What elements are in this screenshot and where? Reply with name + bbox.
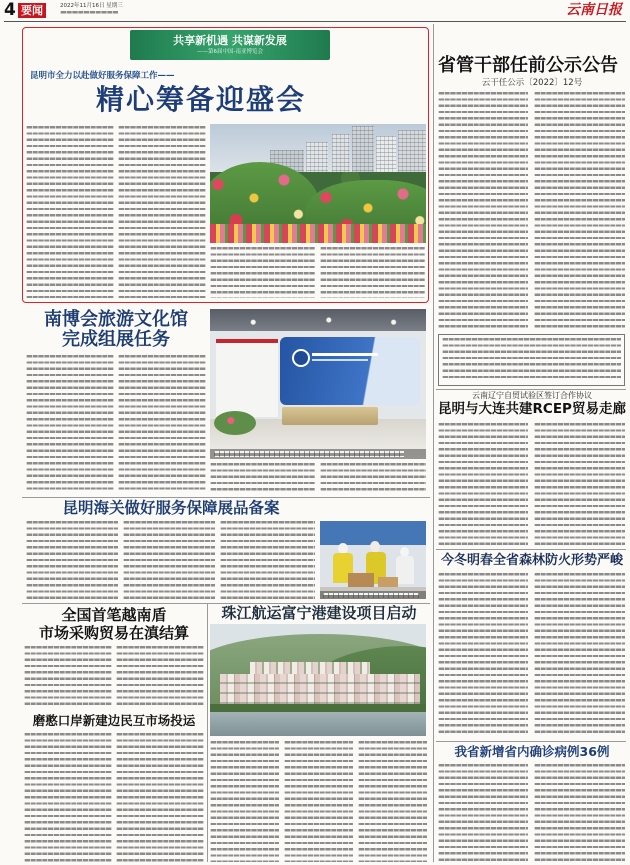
mohan-body-col2 bbox=[116, 733, 204, 862]
feature-body-col3 bbox=[210, 247, 315, 298]
editor-credits bbox=[60, 11, 118, 17]
notice-body-col1 bbox=[438, 92, 528, 330]
feature-body-col1 bbox=[26, 126, 114, 298]
flower-sculpture-photo bbox=[210, 124, 426, 243]
customs-staff-photo bbox=[320, 521, 426, 599]
rcep-kicker: 云南辽宁自贸试验区签订合作协议 bbox=[472, 391, 592, 400]
newspaper-logo: 云南日报 bbox=[566, 2, 622, 18]
feature-kicker: 昆明市全力以赴做好服务保障工作—— bbox=[30, 71, 175, 81]
rule bbox=[436, 741, 626, 742]
photo-caption-strip bbox=[210, 449, 426, 459]
funing-body-col3 bbox=[358, 741, 427, 862]
rcep-title: 昆明与大连共建RCEP贸易走廊 bbox=[438, 401, 626, 417]
customs-body-col1 bbox=[26, 521, 118, 599]
vnd-body-col2 bbox=[116, 646, 204, 708]
photo-person-head bbox=[370, 541, 380, 552]
mohan-body-col1 bbox=[24, 733, 112, 862]
column-divider bbox=[207, 603, 208, 862]
notice-body-col2 bbox=[534, 92, 625, 330]
covid-body-col1 bbox=[438, 764, 528, 862]
mohan-title: 磨憨口岸新建边民互市场投运 bbox=[32, 713, 196, 728]
banner-subtitle: ——第6届中国-南亚博览会 bbox=[197, 49, 263, 55]
photo-caption bbox=[214, 451, 404, 457]
photo-caption bbox=[323, 593, 419, 598]
tourism-body-col3 bbox=[210, 463, 315, 493]
section-label: 要闻 bbox=[18, 3, 46, 18]
fire-title: 今冬明春全省森林防火形势严峻 bbox=[440, 553, 623, 568]
feature-body-col4 bbox=[320, 247, 425, 298]
feature-body-col2 bbox=[118, 126, 206, 298]
notice-info-box bbox=[438, 334, 625, 386]
notice-info-text bbox=[442, 338, 621, 382]
issue-date: 2022年11月16日 星期三 bbox=[60, 3, 123, 9]
tourism-title-line2: 完成组展任务 bbox=[62, 329, 170, 350]
photo-person-suit bbox=[396, 556, 414, 584]
photo-plants bbox=[214, 411, 256, 435]
photo-ceiling bbox=[210, 309, 426, 331]
photo-display-table bbox=[282, 407, 378, 425]
page-header bbox=[0, 0, 630, 22]
vnd-title-line1: 全国首笔越南盾 bbox=[61, 606, 167, 624]
rule bbox=[22, 497, 430, 498]
customs-title: 昆明海关做好服务保障展品备案 bbox=[62, 499, 280, 517]
rcep-body-col1 bbox=[438, 423, 528, 545]
feature-title: 精心筹备迎盛会 bbox=[96, 83, 307, 116]
funing-body-col2 bbox=[284, 741, 353, 862]
customs-body-col2 bbox=[123, 521, 215, 599]
photo-river bbox=[210, 712, 426, 736]
photo-display-stripe bbox=[312, 353, 378, 356]
covid-title: 我省新增省内确诊病例36例 bbox=[454, 744, 610, 759]
rule bbox=[436, 389, 626, 390]
covid-body-col2 bbox=[534, 764, 625, 862]
fire-body-col2 bbox=[534, 573, 625, 736]
tourism-title-line1: 南博会旅游文化馆 bbox=[44, 309, 188, 330]
tourism-body-col4 bbox=[320, 463, 426, 493]
rule bbox=[436, 549, 626, 550]
funing-title: 珠江航运富宁港建设项目启动 bbox=[221, 604, 417, 622]
notice-doc-number: 云干任公示〔2022〕12号 bbox=[481, 78, 583, 88]
tourism-body-col1 bbox=[26, 355, 114, 493]
banner-title: 共享新机遇 共谋新发展 bbox=[173, 34, 287, 47]
tourism-body-col2 bbox=[118, 355, 206, 493]
expo-booth-photo bbox=[210, 309, 426, 459]
customs-body-col3 bbox=[220, 521, 315, 599]
vnd-title-line2: 市场采购贸易在滇结算 bbox=[38, 624, 189, 642]
vnd-body-col1 bbox=[24, 646, 112, 708]
rcep-body-col2 bbox=[534, 423, 625, 545]
funing-port-photo bbox=[210, 624, 426, 736]
funing-body-col1 bbox=[210, 741, 279, 862]
photo-blue-display bbox=[280, 337, 420, 405]
photo-town bbox=[220, 674, 420, 708]
photo-flowerbed bbox=[210, 224, 426, 243]
photo-left-wall bbox=[216, 339, 278, 417]
fire-body-col1 bbox=[438, 573, 528, 736]
expo-logo-icon bbox=[292, 349, 310, 367]
header-rule bbox=[4, 21, 626, 22]
feature-banner bbox=[130, 30, 330, 60]
photo-caption-strip bbox=[320, 591, 426, 599]
page-number: 4 bbox=[4, 0, 16, 20]
photo-display-stripe bbox=[312, 359, 368, 361]
column-divider bbox=[433, 24, 434, 862]
notice-title: 省管干部任前公示公告 bbox=[438, 55, 618, 76]
